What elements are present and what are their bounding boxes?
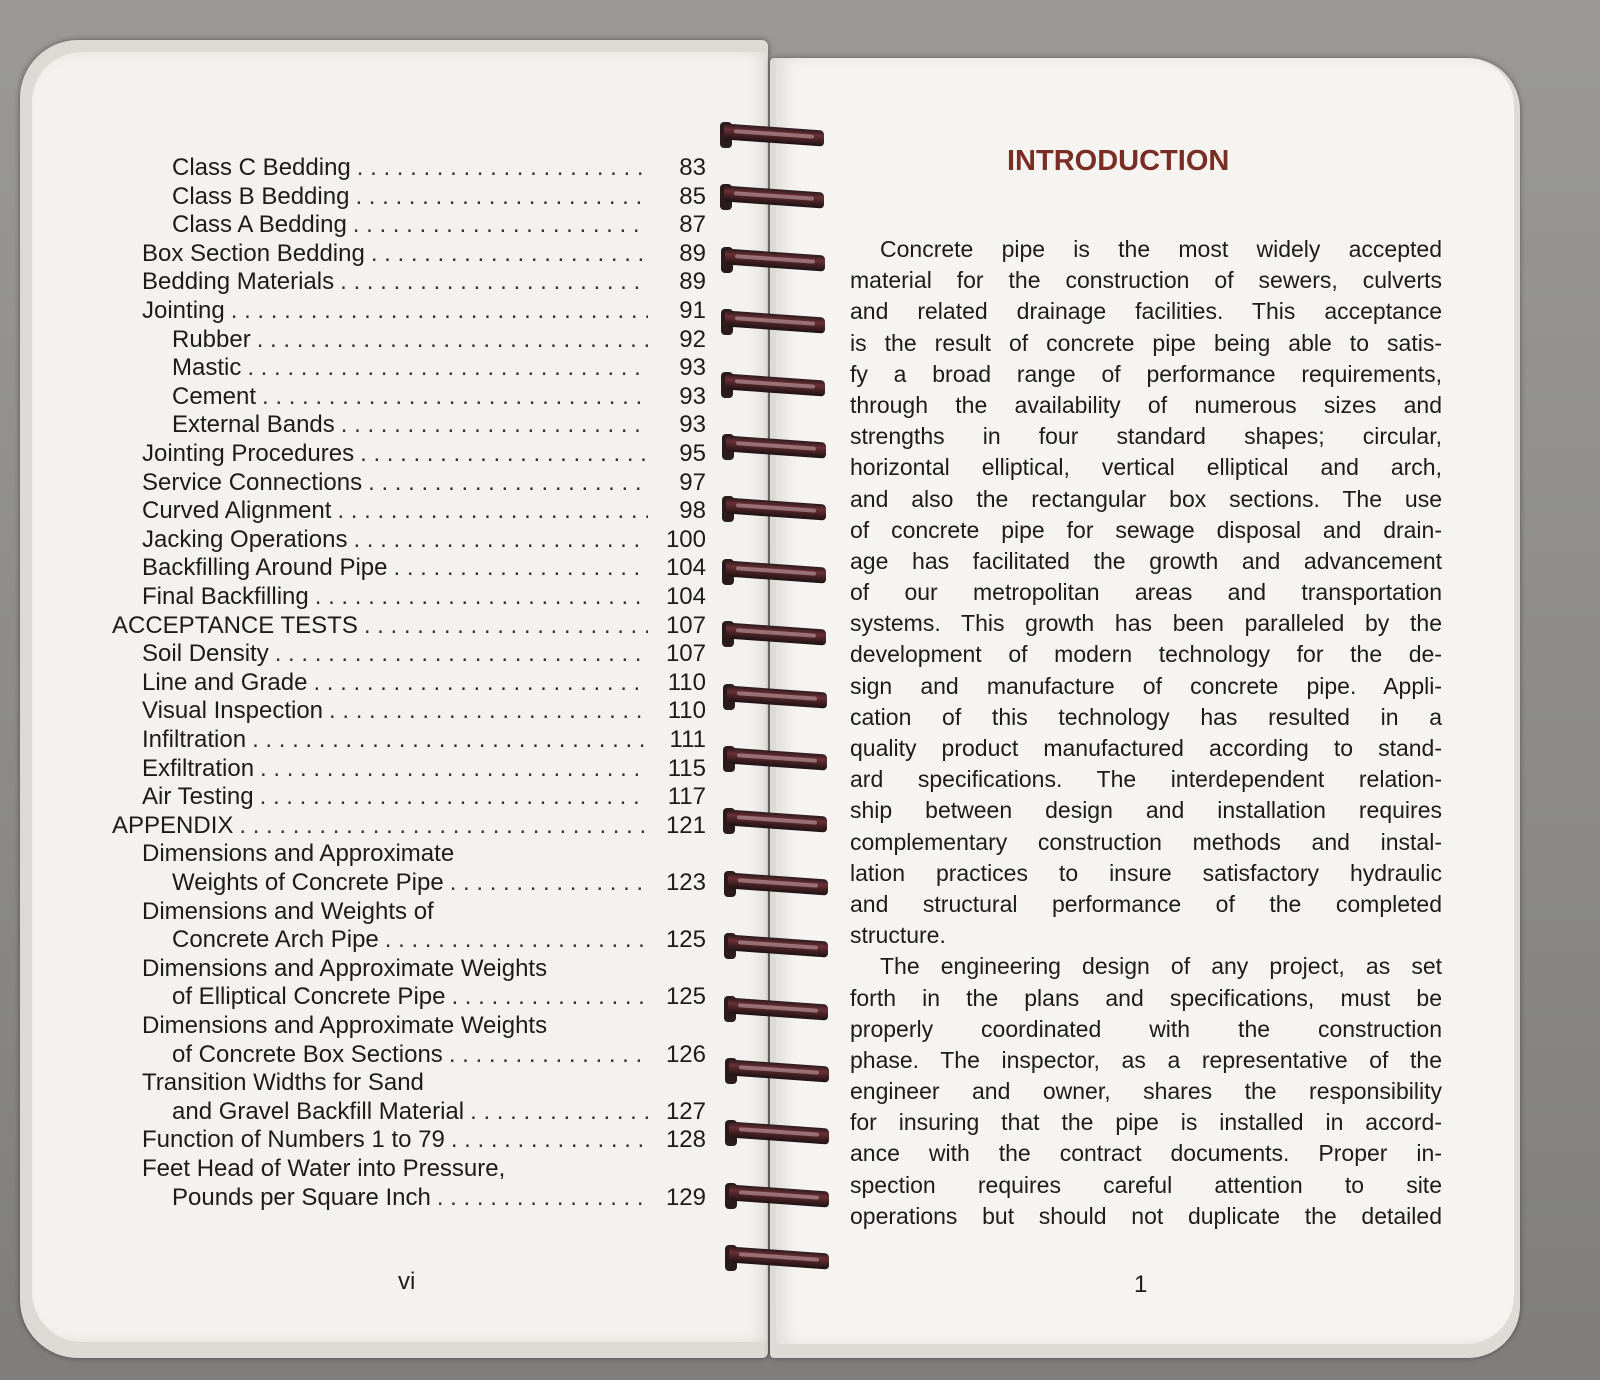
toc-entry-label: Dimensions and Weights of	[142, 897, 434, 925]
toc-page-number: 98	[679, 497, 706, 525]
spiral-coil	[725, 247, 825, 273]
toc-entry	[142, 755, 706, 783]
body-text-line: quality product manufactured according to stand-	[850, 735, 1442, 761]
toc-entry-continuation: and Gravel Backfill Material	[172, 1097, 465, 1125]
toc-entry-continuation: Weights of Concrete Pipe	[172, 869, 444, 896]
body-text-line: and also the rectangular box sections. The use	[850, 485, 1442, 512]
toc-entry	[172, 411, 706, 439]
toc-entry-label: Class C Bedding	[172, 154, 351, 181]
body-text-line: and structural performance of the completed	[850, 890, 1442, 917]
toc-entry	[142, 240, 706, 268]
toc-entry-continuation: of Concrete Box Sections	[172, 1040, 443, 1068]
spiral-coil	[728, 996, 828, 1022]
toc-entry	[112, 612, 706, 640]
toc-entry	[142, 697, 706, 725]
toc-entry-label: Class A Bedding	[172, 211, 347, 239]
body-text-line: operations but should not duplicate the detailed	[850, 1202, 1442, 1229]
toc-entry	[172, 1098, 706, 1126]
body-text-line: sign and manufacture of concrete pipe. Appli-	[850, 672, 1442, 699]
body-text-line: of our metropolitan areas and transportation	[850, 579, 1442, 606]
body-text-line: structure.	[850, 922, 946, 949]
toc-entry-continuation: of Elliptical Concrete Pipe	[172, 983, 446, 1011]
toc-entry-label: Feet Head of Water into Pressure,	[142, 1155, 506, 1182]
toc-leader-dots	[355, 183, 648, 211]
spiral-coil	[729, 1120, 829, 1146]
toc-entry-label: Service Connections	[142, 468, 363, 496]
toc-page-number: 87	[679, 211, 706, 239]
spiral-coil	[726, 496, 826, 522]
toc-page-number: 127	[665, 1097, 706, 1125]
toc-entry	[142, 554, 706, 582]
toc-entry-label: Infiltration	[142, 726, 247, 753]
toc-entry-label: Backfilling Around Pipe	[142, 554, 388, 582]
toc-entry-label: Final Backfilling	[142, 583, 309, 610]
body-text-line: ard specifications. The interdependent relation-	[850, 766, 1442, 793]
toc-page-number: 89	[679, 239, 706, 267]
toc-entry	[142, 297, 706, 325]
body-text-line: age has facilitated the growth and advancement	[850, 547, 1442, 574]
toc-page-number: 93	[679, 411, 706, 439]
toc-entry	[112, 812, 706, 840]
body-text-line: phase. The inspector, as a representative of the	[850, 1046, 1442, 1073]
toc-entry	[142, 440, 706, 468]
spiral-coil	[729, 1058, 829, 1084]
spiral-coil	[729, 1245, 829, 1271]
body-text-line: spection requires careful attention to site	[850, 1171, 1442, 1198]
toc-page-number: 104	[665, 583, 706, 610]
body-text-line: ance with the contract documents. Proper in-	[850, 1140, 1442, 1167]
toc-entry	[172, 154, 706, 182]
toc-page-number: 110	[667, 668, 706, 696]
toc-leader-dots	[368, 469, 648, 497]
spiral-coil	[726, 434, 826, 460]
toc-leader-dots	[252, 726, 648, 754]
toc-entry-label: Function of Numbers 1 to 79	[142, 1126, 445, 1154]
toc-page-number: 115	[667, 754, 706, 782]
spiral-coil	[727, 684, 827, 710]
toc-entry	[172, 183, 706, 211]
toc-leader-dots	[360, 440, 648, 468]
table-of-contents	[0, 0, 760, 1300]
spiral-coil	[726, 559, 826, 585]
body-text-line: through the availability of numerous sizes and	[850, 391, 1442, 418]
spiral-coil	[728, 871, 828, 897]
toc-page-number: 110	[667, 697, 706, 725]
toc-leader-dots	[340, 268, 648, 296]
toc-entry-label: Box Section Bedding	[142, 239, 365, 267]
toc-entry-label: Mastic	[172, 354, 242, 382]
spiral-coil	[724, 184, 824, 210]
body-text-line: lation practices to insure satisfactory hydraulic	[850, 859, 1442, 886]
toc-entry-label: Dimensions and Approximate	[142, 840, 455, 868]
toc-entry	[142, 583, 706, 611]
toc-page-number: 121	[665, 811, 706, 839]
toc-leader-dots	[450, 869, 648, 897]
page-title: INTRODUCTION	[1007, 145, 1230, 177]
toc-leader-dots	[337, 497, 648, 525]
toc-entry-label: Dimensions and Approximate Weights	[142, 954, 548, 982]
toc-leader-dots	[260, 783, 648, 811]
toc-leader-dots	[247, 354, 648, 382]
spiral-coil	[725, 309, 825, 335]
spiral-coil	[728, 933, 828, 959]
toc-page-number: 129	[665, 1183, 706, 1211]
toc-entry	[142, 669, 706, 697]
body-text-line: material for the construction of sewers, culverts	[850, 267, 1442, 294]
body-text-line: systems. This growth has been paralleled by the	[850, 610, 1442, 637]
toc-leader-dots	[275, 640, 648, 668]
spiral-coil	[727, 746, 827, 772]
toc-leader-dots	[313, 669, 648, 697]
toc-leader-dots	[385, 926, 648, 954]
toc-page-number: 107	[665, 611, 706, 639]
body-text-line: properly coordinated with the construction	[850, 1015, 1442, 1042]
body-text-line: cation of this technology has resulted in a	[850, 703, 1442, 730]
toc-page-number: 89	[679, 268, 706, 296]
toc-leader-dots	[449, 1041, 648, 1069]
toc-leader-dots	[231, 297, 648, 325]
toc-leader-dots	[341, 411, 648, 439]
toc-entry-continuation: Concrete Arch Pipe	[172, 926, 379, 954]
toc-page-number: 95	[679, 440, 706, 467]
toc-entry	[142, 497, 706, 525]
body-text-line: Concrete pipe is the most widely accepted	[880, 236, 1442, 262]
toc-leader-dots	[437, 1184, 648, 1212]
body-text-line: horizontal elliptical, vertical elliptical and arch,	[850, 454, 1442, 481]
spiral-coil	[727, 808, 827, 834]
toc-entry	[172, 383, 706, 411]
toc-entry	[172, 1041, 706, 1069]
toc-entry	[142, 783, 706, 811]
toc-leader-dots	[262, 383, 648, 411]
toc-entry	[172, 211, 706, 239]
toc-page-number: 125	[665, 926, 706, 954]
toc-entry-label: Cement	[172, 382, 257, 410]
toc-entry-label: Curved Alignment	[142, 497, 332, 525]
toc-entry-label: External Bands	[172, 411, 335, 439]
toc-page-number: 107	[665, 640, 706, 668]
toc-leader-dots	[371, 240, 648, 268]
toc-entry	[142, 526, 706, 554]
toc-entry-label: APPENDIX	[112, 811, 234, 839]
toc-entry-label: Soil Density	[142, 640, 269, 668]
body-text-line: of concrete pipe for sewage disposal and drain-	[850, 516, 1442, 543]
right-page-number: 1	[1134, 1271, 1148, 1298]
toc-entry-label: Jacking Operations	[142, 525, 348, 553]
body-text-line: engineer and owner, shares the responsibility	[850, 1078, 1442, 1105]
toc-leader-dots	[357, 154, 648, 182]
toc-entry-label: Visual Inspection	[142, 697, 324, 725]
body-text-line: and related drainage facilities. This acceptance	[850, 298, 1442, 325]
body-text-line: strengths in four standard shapes; circular,	[850, 423, 1442, 450]
toc-page-number: 93	[679, 354, 706, 382]
toc-entry	[172, 926, 706, 954]
spiral-coil	[724, 122, 824, 148]
toc-leader-dots	[451, 1126, 648, 1154]
spiral-coil	[726, 621, 826, 647]
toc-leader-dots	[353, 211, 648, 239]
toc-entry-label: ACCEPTANCE TESTS	[112, 611, 358, 639]
toc-entry-label: Air Testing	[142, 783, 254, 811]
toc-page-number: 125	[665, 983, 706, 1011]
toc-page-number: 97	[679, 468, 706, 496]
toc-leader-dots	[470, 1098, 648, 1126]
toc-leader-dots	[364, 612, 648, 640]
left-page-number: vi	[398, 1268, 416, 1295]
toc-page-number: 100	[665, 525, 706, 553]
toc-page-number: 111	[669, 726, 706, 753]
toc-entry	[172, 326, 706, 354]
toc-entry-label: Rubber	[172, 325, 251, 353]
toc-entry	[142, 469, 706, 497]
body-text-line: fy a broad range of performance requirements,	[850, 360, 1442, 387]
toc-page-number: 128	[665, 1126, 706, 1154]
toc-entry	[172, 1184, 706, 1212]
body-text-line: forth in the plans and specifications, must be	[850, 984, 1442, 1011]
toc-page-number: 123	[665, 869, 706, 896]
toc-entry	[142, 1126, 706, 1154]
body-text-line: for insuring that the pipe is installed in accord-	[850, 1109, 1442, 1136]
toc-leader-dots	[257, 326, 648, 354]
toc-entry-label: Jointing Procedures	[142, 440, 355, 467]
toc-entry	[172, 354, 706, 382]
toc-page-number: 93	[679, 382, 706, 410]
body-text-line: The engineering design of any project, as set	[880, 953, 1442, 980]
toc-leader-dots	[353, 526, 648, 554]
toc-page-number: 92	[679, 325, 706, 353]
toc-entry-label: Dimensions and Approximate Weights	[142, 1012, 548, 1039]
toc-entry-label: Exfiltration	[142, 754, 255, 782]
toc-leader-dots	[260, 755, 648, 783]
body-text-line: ship between design and installation requires	[850, 797, 1442, 824]
toc-leader-dots	[451, 983, 648, 1011]
toc-leader-dots	[315, 583, 648, 611]
toc-entry-label: Line and Grade	[142, 668, 308, 696]
toc-page-number: 104	[665, 554, 706, 582]
toc-entry	[142, 640, 706, 668]
toc-page-number: 117	[667, 783, 706, 811]
body-text-line: complementary construction methods and instal-	[850, 828, 1442, 855]
toc-entry	[172, 869, 706, 897]
spiral-coil	[729, 1183, 829, 1209]
toc-page-number: 126	[665, 1040, 706, 1068]
toc-leader-dots	[393, 554, 648, 582]
toc-entry	[142, 726, 706, 754]
toc-entry-label: Transition Widths for Sand	[142, 1069, 424, 1097]
introduction-body	[850, 234, 1442, 1232]
toc-entry-label: Bedding Materials	[142, 268, 335, 296]
toc-entry-label: Class B Bedding	[172, 182, 350, 210]
spiral-coil	[725, 372, 825, 398]
toc-entry	[142, 268, 706, 296]
toc-leader-dots	[239, 812, 648, 840]
toc-entry-label: Jointing	[142, 297, 225, 324]
toc-page-number: 91	[679, 297, 706, 324]
toc-entry	[172, 983, 706, 1011]
body-text-line: development of modern technology for the de-	[850, 641, 1442, 668]
toc-entry-continuation: Pounds per Square Inch	[172, 1183, 431, 1211]
toc-page-number: 83	[679, 154, 706, 181]
toc-leader-dots	[329, 697, 648, 725]
body-text-line: is the result of concrete pipe being able to satis-	[850, 329, 1442, 356]
toc-page-number: 85	[679, 182, 706, 210]
